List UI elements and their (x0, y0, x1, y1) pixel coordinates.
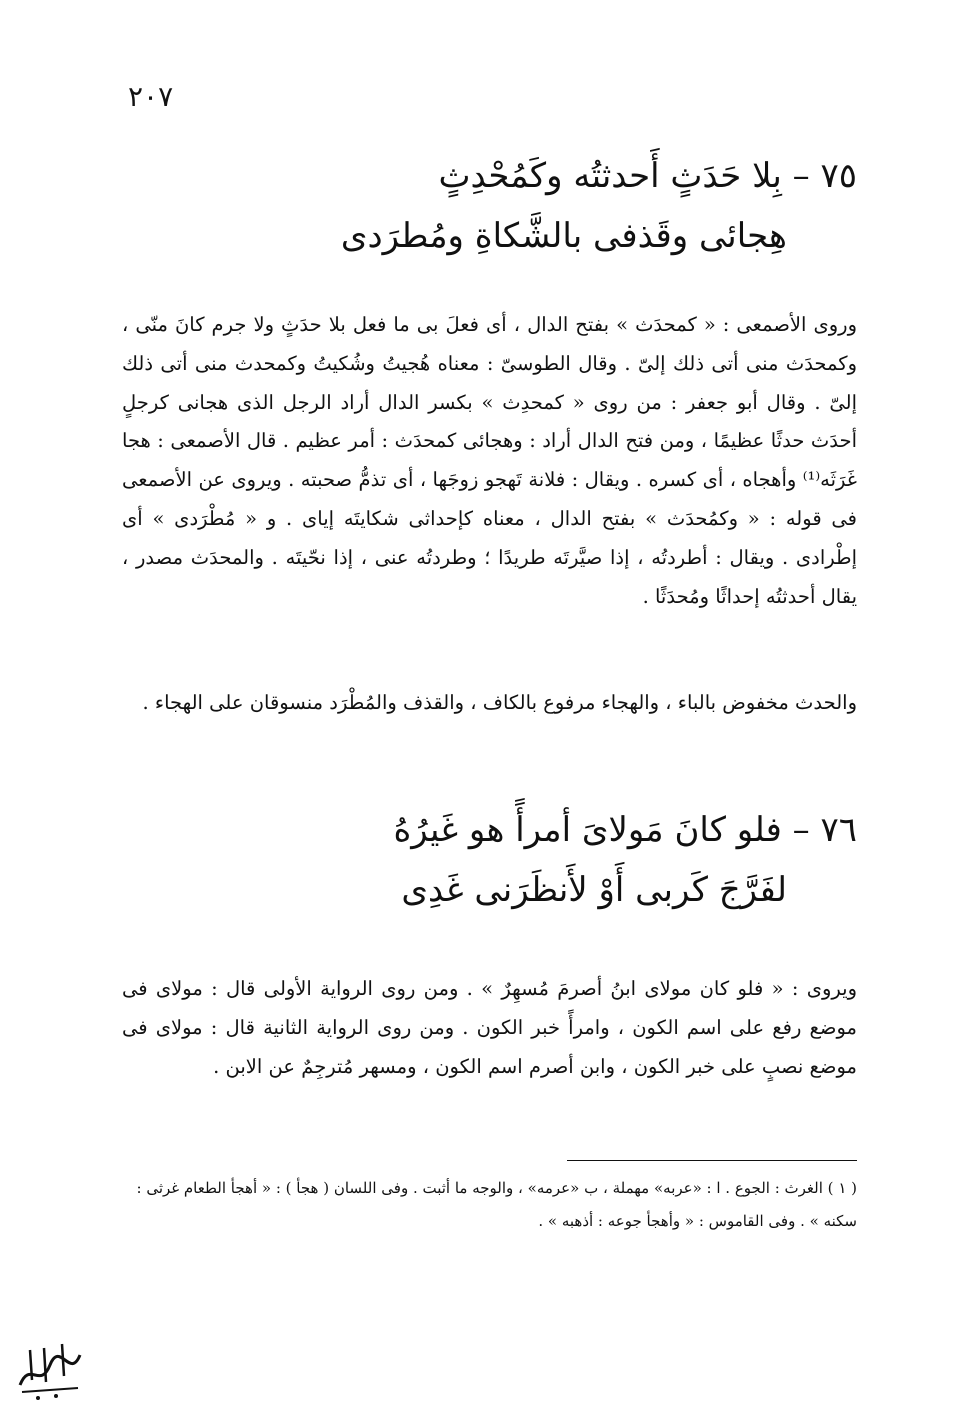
commentary-75-paragraph-2: والحدث مخفوض بالباء ، والهجاء مرفوع بالكاف ، والقذف والمُطْرَد منسوقان على الهجاء . (142, 691, 857, 714)
footnote-divider (567, 1160, 857, 1161)
footnote-1: ( ١ ) الغرث : الجوع . ا : «عربه» مهملة ، ب «عرمه» ، والوجه ما أثبت . وفى اللسان ( هجأ ) : « أهجأ الطعام غرثى : سكنه » . وفى القاموس : « وأهجأ جوعه : أذهبه » . (136, 1179, 857, 1230)
verse-76-line-1: ٧٦ – فلو كانَ مَولاىَ أمرأً هو غَيرُهُ (393, 810, 857, 850)
commentary-76-paragraph-1: ويروى : « فلو كان مولاى ابنُ أصرمَ مُسهِرٌ » . ومن روى الرواية الأولى قال : مولاى فى موضع رفع على اسم الكون ، وامرأً خبر الكون . ومن روى الرواية الثانية قال : مولاى فى موضع نصبٍ على خبر الكون ، وابن أصرم اسم الكون ، ومسهر مُترجِمٌ عن الابن . (122, 977, 857, 1078)
verse-76-line-2: لفَرَّجَ كَربى أَوْ لأَنظَرَنى غَدِى (401, 870, 787, 910)
commentary-75-paragraph-1: وروى الأصمعى : « كمحدَث » بفتح الدال ، أى فعلَ بى ما فعل بلا حدَثٍ ولا جرم كانَ منّى ، وكمحدَث منى أتى ذلك إلىّ . وقال الطوسىّ : معناه هُجيتُ وشُكيتُ وكمحدث منى أتى ذلك إلىّ . وقال أبو جعفر : من روى « كمحدِث » بكسر الدال أراد الرجل الذى هجانى كرجلٍ أحدَث حدثًا عظيمًا ، ومن فتح الدال أراد : وهجائى كمحدَث : أمر عظيم . قال الأصمعى : هجا غَرَثَه⁽¹⁾ وأهجاه ، أى كسره . ويقال : فلانة تَهجو زوجَها ، أى تذمُّ صحبته . ويروى عن الأصمعى فى قوله : « وكمُحدَث » بفتح الدال ، معناه كإحداثى شكايتَه إياى . و « مُطْرَدى » أى إطْرادى . ويقال : أطردتُه ، إذا صيَّرتَه طريدًا ؛ وطردتُه عنى ، إذا نحّيتَه . والمحدَث مصدر ، يقال أحدثتُه إحداثًا ومُحدَثًا . (122, 313, 857, 608)
verse-76 (117, 800, 857, 920)
library-stamp-calligraphy-icon (10, 1330, 90, 1410)
verse-75-line-2: هِجائى وقَذفى بالشَّكاةِ ومُطرَدى (340, 216, 787, 256)
verse-75-line-1: ٧٥ – بِلا حَدَثٍ أَحدثتُه وكَمُحْدِثٍ (438, 156, 857, 196)
verse-75 (117, 146, 857, 266)
page-number: ٢٠٧ (128, 80, 174, 113)
